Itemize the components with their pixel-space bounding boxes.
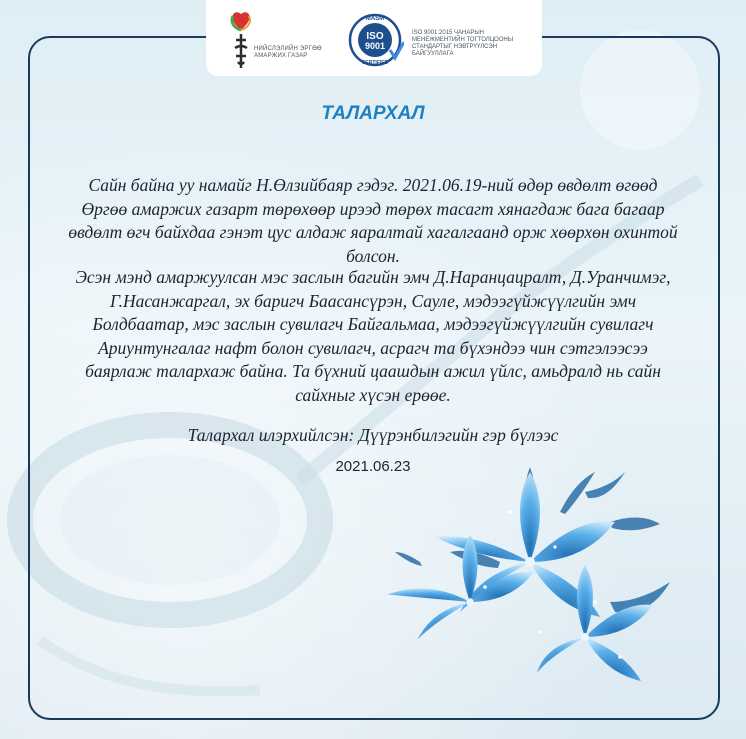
logo-bar [206,0,542,76]
letter-paragraph-1: Сайн байна уу намайг Н.Өлзийбаяр гэдэг. 2021.06.19-ний өдөр өвдөлт өгөөд Өргөө амаржих газарт төрөхөөр ирээд төрөх тасагт хянагдаж бага багаар өвдөлт өгч байхдаа гэнэт цус алдаж яаралтай хагалгаанд орж хөөрхөн охинтой болсон. [68,175,678,266]
iso-top-label: MASM [365,16,385,22]
iso-desc-line-3: СТАНДАРТЫГ НЭВТРҮҮЛСЭН [412,44,498,50]
blue-flowers-decoration [380,452,680,692]
iso-desc-line-4: БАЙГУУЛЛАГА [412,51,454,57]
iso-number: 9001 [364,41,386,51]
iso-desc-line-1: ISO 9001:2015 ЧАНАРЫН [412,30,485,36]
ministry-logo-icon [228,10,254,70]
iso-label: ISO [366,31,384,42]
letter-paragraph-2: Эсэн мэнд амаржуулсан мэс заслын багийн эмч Д.Наранцацралт, Д.Уранчимэг, Г.Насанжаргал, эх баригч Баасансүрэн, Сауле, мэдээгүйжүүлгийн эмч Болдбаатар, мэс заслын сувилагч Байгальмаа, мэдээгүйжүүлгийн сувилагч Ариунтунгалаг нафт болон сувилагч, асрагч та бүхэндээ чин сэтгэлээсээ баярлаж талархаж байна. Та бүхний цаашдын ажил үйлс, амьдралд нь сайн сайхныг хүсэн ерөөе. [75,267,671,405]
ministry-line-2: АМАРЖИХ ГАЗАР [254,53,308,59]
iso-description [412,30,522,58]
ministry-name [254,46,326,60]
iso-seal-icon [348,12,404,68]
iso-bottom-label: CERTIFIED [361,60,389,66]
letter-signature: Талархал илэрхийлсэн: Дүүрэнбилэгийн гэр бүлээс [187,425,559,445]
letter-title: ТАЛАРХАЛ [321,103,425,124]
letter-date: 2021.06.23 [335,458,411,475]
ministry-line-1: НИЙСЛЭЛИЙН ЭРГӨӨ [254,46,322,52]
iso-desc-line-2: МЕНЕЖМЕНТИЙН ТОГТОЛЦООНЫ [412,37,514,43]
